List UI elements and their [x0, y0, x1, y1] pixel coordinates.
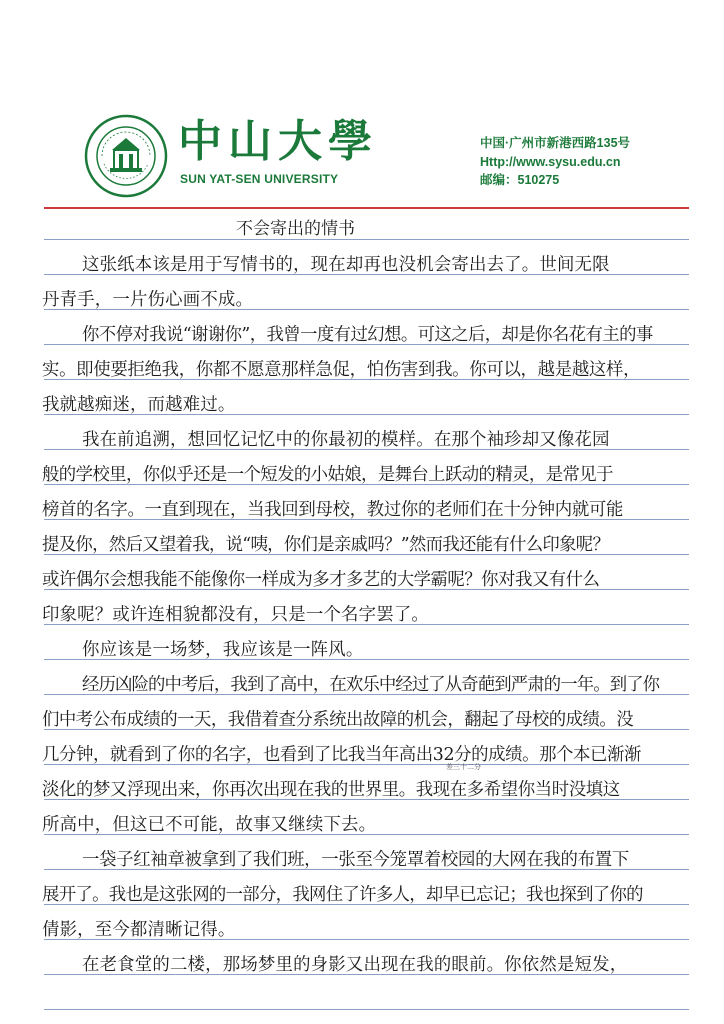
- letter-line: 你不停对我说“谢谢你”，我曾一度有过幻想。可这之后，却是你名花有主的事: [82, 325, 653, 345]
- university-name-en: SUN YAT-SEN UNIVERSITY: [180, 172, 339, 186]
- letter-line: 淡化的梦又浮现出来，你再次出现在我的世界里。我现在多希望你当时没填这: [42, 780, 620, 800]
- letter-line: 展开了。我也是这张网的一部分，我网住了许多人，却早已忘记；我也探到了你的: [42, 885, 643, 905]
- postcode: 邮编：510275: [480, 173, 560, 187]
- letter-line: 经历凶险的中考后，我到了高中，在欢乐中经过了从奇葩到严肃的一年。到了你: [82, 675, 660, 695]
- letter-line: 或许偶尔会想我能不能像你一样成为多才多艺的大学霸呢？你对我又有什么: [42, 570, 600, 590]
- address: 中国·广州市新港西路135号: [480, 136, 631, 150]
- ruled-line: [44, 1009, 689, 1010]
- letter-line: 我在前追溯，想回忆记忆中的你最初的模样。在那个袖珍却又像花园: [82, 430, 610, 450]
- margin-note: 差三十二分: [446, 763, 481, 771]
- letter-title: 不会寄出的情书: [236, 219, 355, 239]
- letter-line: 所高中，但这已不可能，故事又继续下去。: [42, 815, 377, 835]
- letter-line: 丹青手，一片伤心画不成。: [42, 290, 254, 310]
- letter-line: 我就越痴迷，而越难过。: [42, 395, 236, 415]
- letter-line: 几分钟，就看到了你的名字，也看到了比我当年高出32分的成绩。那个本已渐渐: [42, 745, 642, 765]
- letter-line: 在老食堂的二楼，那场梦里的身影又出现在我的眼前。你依然是短发，: [82, 955, 628, 975]
- letter-line: 你应该是一场梦，我应该是一阵风。: [82, 640, 364, 660]
- website: Http://www.sysu.edu.cn: [480, 154, 621, 169]
- letter-line: 提及你，然后又望着我，说“咦，你们是亲戚吗？”然而我还能有什么印象呢？: [42, 535, 610, 555]
- letter-line: 实。即使要拒绝我，你都不愿意那样急促，怕伤害到我。你可以，越是越这样，: [42, 360, 641, 380]
- letter-line: 一袋子红袖章被拿到了我们班，一张至今笼罩着校园的大网在我的布置下: [82, 850, 629, 870]
- letter-line: 这张纸本该是用于写情书的，现在却再也没机会寄出去了。世间无限: [82, 255, 610, 275]
- letter-line: 般的学校里，你似乎还是一个短发的小姑娘，是舞台上跃动的精灵，是常见于: [42, 465, 613, 485]
- ruled-line: [44, 239, 689, 240]
- letter-line: 倩影，至今都清晰记得。: [42, 920, 236, 940]
- letter-line: 们中考公布成绩的一天，我借着查分系统出故障的机会，翻起了母校的成绩。没: [42, 710, 634, 730]
- letter-line: 印象呢？或许连相貌都没有，只是一个名字罢了。: [42, 605, 429, 625]
- letter-line: 榜首的名字。一直到现在，当我回到母校，教过你的老师们在十分钟内就可能: [42, 500, 624, 520]
- university-name-cn: 中山大學: [178, 116, 378, 167]
